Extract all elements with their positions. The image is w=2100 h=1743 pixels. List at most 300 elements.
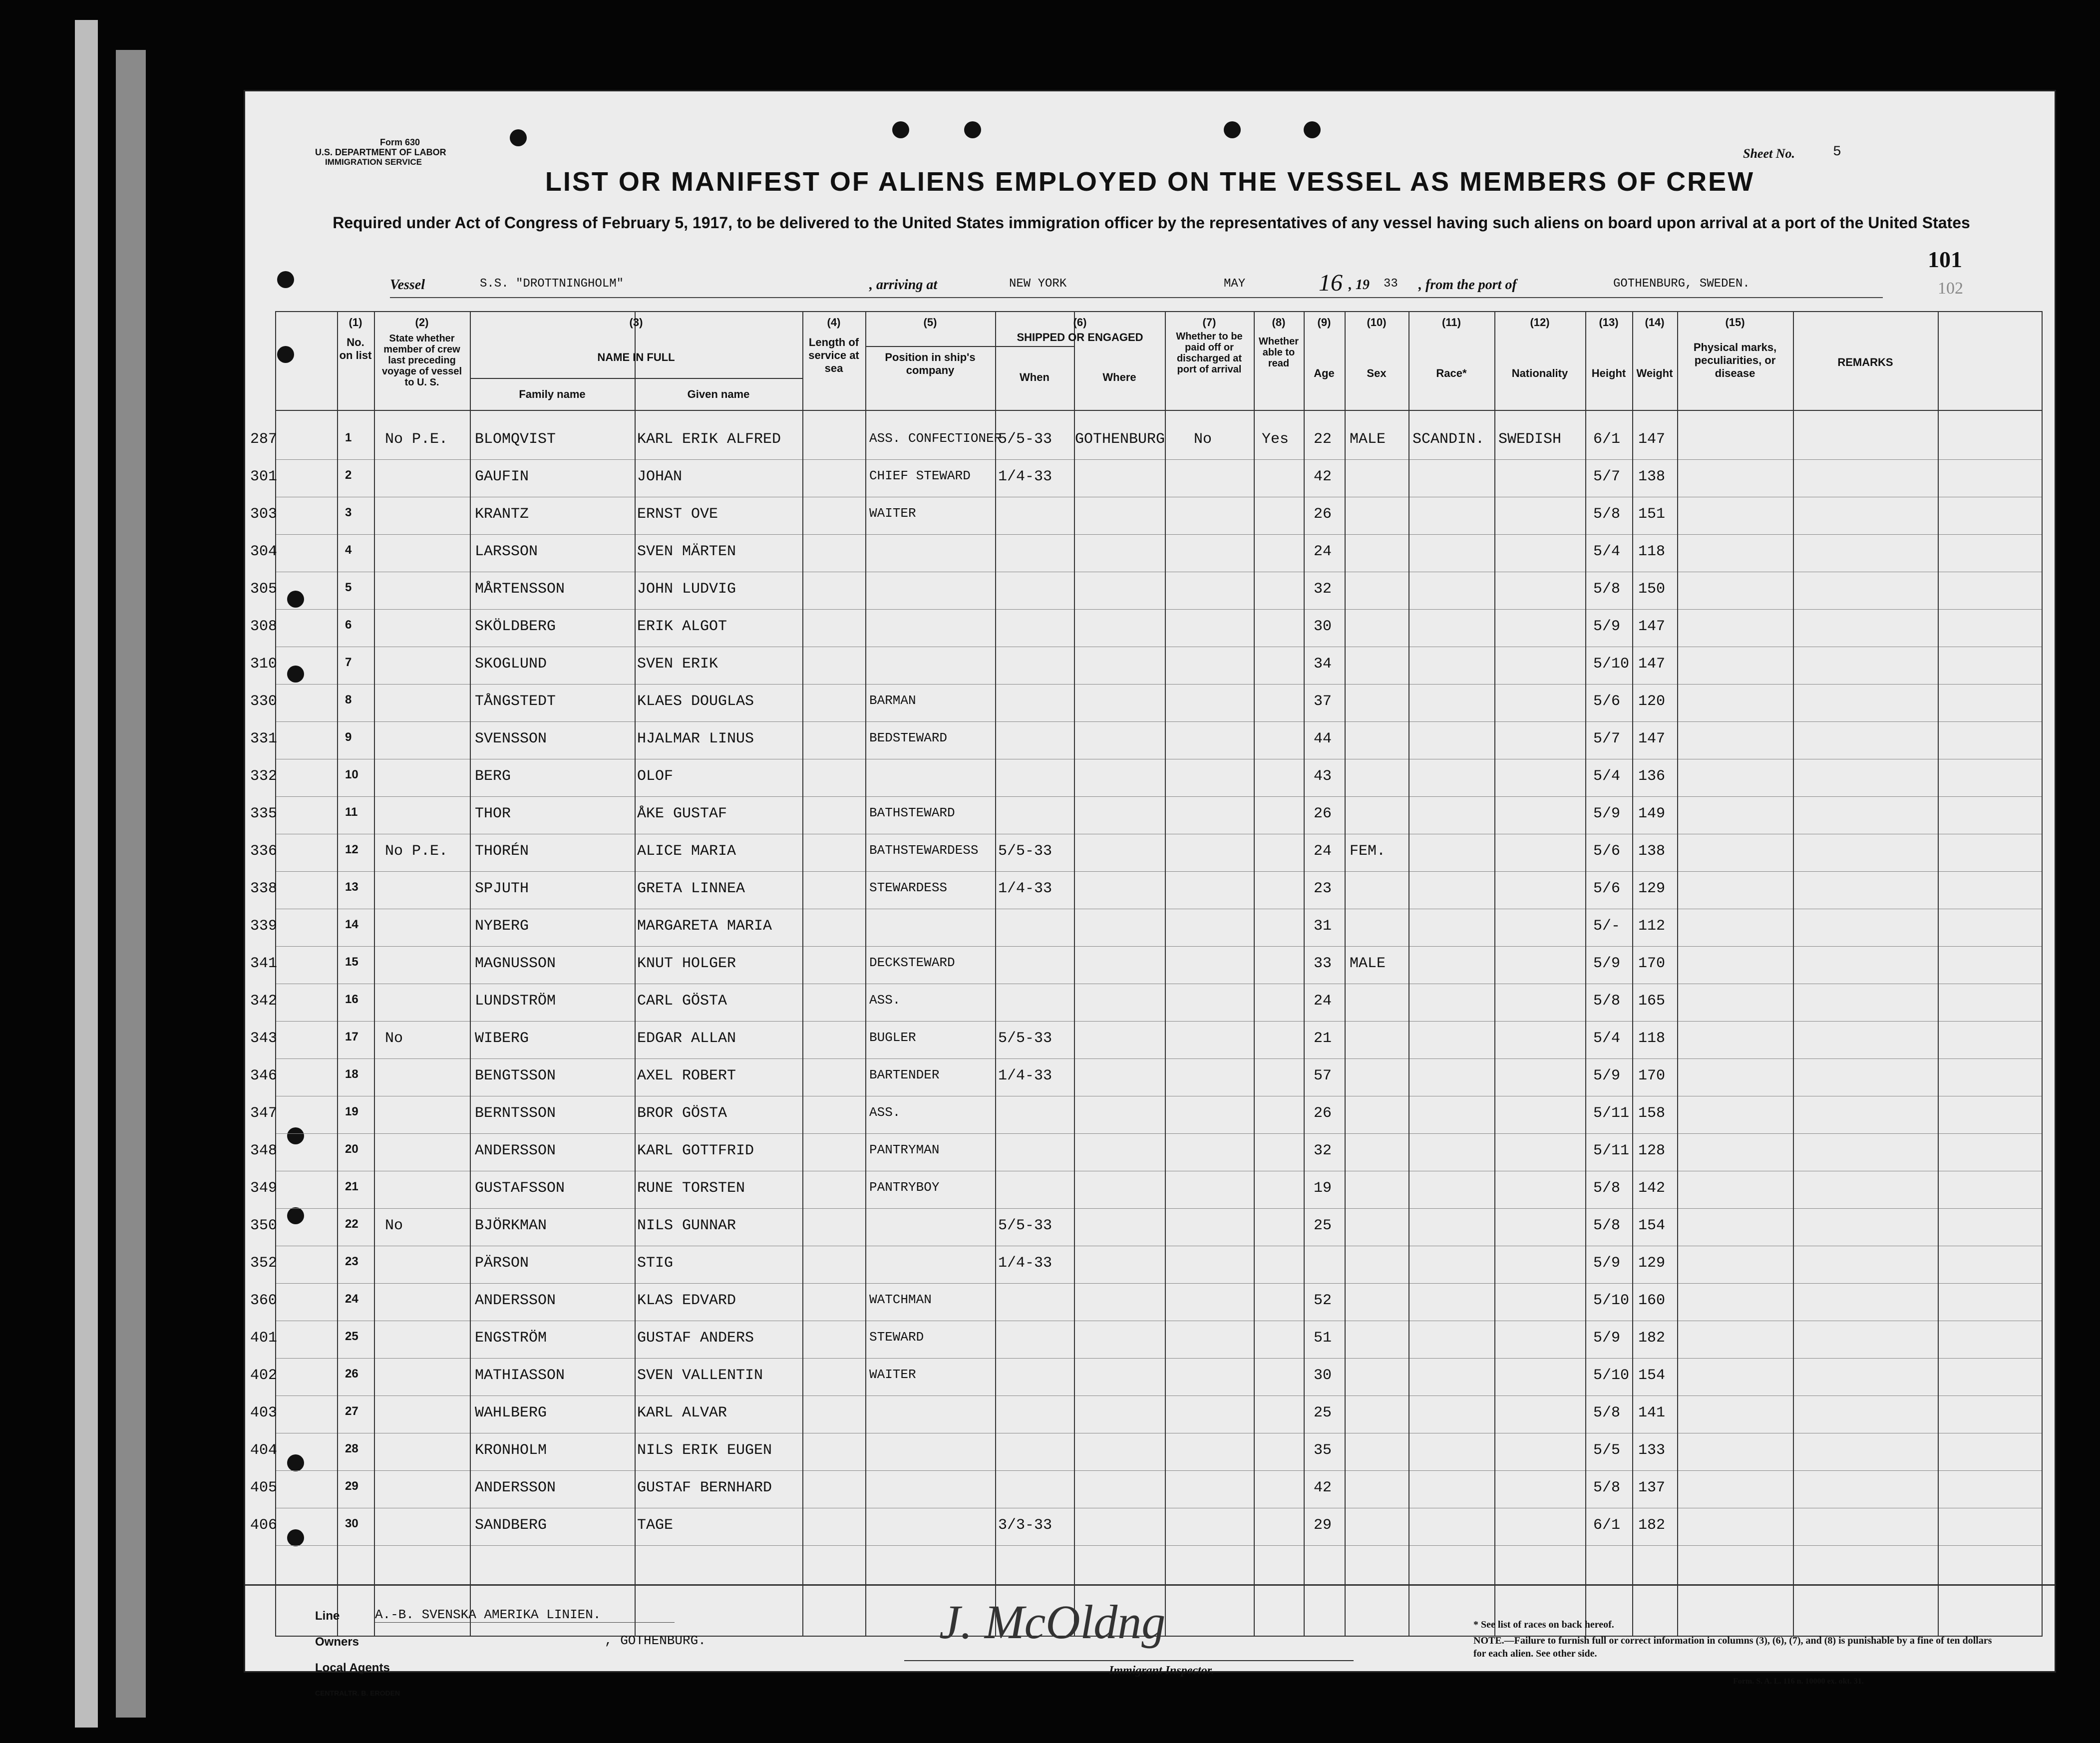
row-3-position: WAITER xyxy=(869,506,916,521)
row-16-margin-number: 342 xyxy=(250,993,278,1010)
row-21-weight: 142 xyxy=(1638,1180,1666,1197)
row-2-family-name: GAUFIN xyxy=(475,468,529,485)
row-27-weight: 141 xyxy=(1638,1404,1666,1421)
row-18-height: 5/9 xyxy=(1593,1067,1621,1084)
row-30-margin-number: 406 xyxy=(250,1517,278,1534)
row-21-age: 19 xyxy=(1314,1180,1332,1197)
row-18-age: 57 xyxy=(1314,1067,1332,1084)
row-23-shipped-when: 1/4-33 xyxy=(998,1255,1052,1272)
col-13-header: Height xyxy=(1591,367,1626,379)
row-3-age: 26 xyxy=(1314,506,1332,523)
footer-rule xyxy=(245,1584,2055,1586)
row-7-height: 5/10 xyxy=(1593,656,1630,673)
row-2-position: CHIEF STEWARD xyxy=(869,468,971,483)
punch-hole xyxy=(510,129,527,146)
col-2-header: State whether member of crew last preceding voyage of vessel to U. S. xyxy=(381,333,462,388)
punch-hole xyxy=(1304,121,1321,138)
row-18-position: BARTENDER xyxy=(869,1067,940,1082)
row-15-weight: 170 xyxy=(1638,955,1666,972)
col-1-header: No. on list xyxy=(339,336,372,361)
row-20-list-number: 20 xyxy=(345,1142,358,1156)
row-20-family-name: ANDERSSON xyxy=(475,1142,556,1159)
row-rule xyxy=(276,534,2042,535)
row-22-weight: 154 xyxy=(1638,1217,1666,1234)
arrival-year: 33 xyxy=(1384,277,1398,291)
row-8-position: BARMAN xyxy=(869,693,916,708)
row-26-weight: 154 xyxy=(1638,1367,1666,1384)
inspector-signature: J. McOldng xyxy=(939,1595,1166,1649)
row-rule xyxy=(276,1358,2042,1359)
row-3-family-name: KRANTZ xyxy=(475,506,529,523)
row-26-family-name: MATHIASSON xyxy=(475,1367,565,1384)
col-9-number: (9) xyxy=(1317,316,1331,329)
row-23-family-name: PÄRSON xyxy=(475,1255,529,1272)
row-rule xyxy=(276,796,2042,797)
row-11-age: 26 xyxy=(1314,805,1332,822)
row-30-shipped-when: 3/3-33 xyxy=(998,1517,1052,1534)
row-22-shipped-when: 5/5-33 xyxy=(998,1217,1052,1234)
page-number-faint: 102 xyxy=(1938,279,1963,298)
row-12-shipped-when: 5/5-33 xyxy=(998,843,1052,860)
vessel-name: S.S. "DROTTNINGHOLM" xyxy=(480,277,624,291)
row-2-height: 5/7 xyxy=(1593,468,1621,485)
row-19-weight: 158 xyxy=(1638,1105,1666,1122)
row-1-race: SCANDIN. xyxy=(1412,431,1485,448)
row-8-weight: 120 xyxy=(1638,693,1666,710)
row-16-family-name: LUNDSTRÖM xyxy=(475,993,556,1010)
row-22-margin-number: 350 xyxy=(250,1217,278,1234)
row-10-height: 5/4 xyxy=(1593,768,1621,785)
row-22-last-voyage: No xyxy=(385,1217,403,1234)
row-11-weight: 149 xyxy=(1638,805,1666,822)
row-18-weight: 170 xyxy=(1638,1067,1666,1084)
row-7-family-name: SKOGLUND xyxy=(475,656,547,673)
col-15-header: Physical marks, peculiarities, or disease xyxy=(1693,341,1777,379)
row-10-family-name: BERG xyxy=(475,768,511,785)
row-17-last-voyage: No xyxy=(385,1030,403,1047)
row-1-given-name: KARL ERIK ALFRED xyxy=(637,431,781,448)
row-19-list-number: 19 xyxy=(345,1105,358,1118)
row-1-position: ASS. CONFECTIONER xyxy=(869,431,1002,446)
arrival-port: NEW YORK xyxy=(1009,277,1067,291)
row-21-margin-number: 349 xyxy=(250,1180,278,1197)
row-28-list-number: 28 xyxy=(345,1442,358,1455)
row-25-given-name: GUSTAF ANDERS xyxy=(637,1330,754,1347)
row-12-family-name: THORÉN xyxy=(475,843,529,860)
row-8-height: 5/6 xyxy=(1593,693,1621,710)
row-9-margin-number: 331 xyxy=(250,730,278,747)
note-fine: NOTE.—Failure to furnish full or correct information in columns (3), (6), (7), and (8) is punishable by a fine of ten dollars for each alien. See other side. xyxy=(1473,1635,1992,1659)
crew-table xyxy=(275,311,2043,1637)
row-10-list-number: 10 xyxy=(345,768,358,781)
form-code: Form. S. A. L. 116 n. 10000 ex. okt. 31. xyxy=(1733,1677,1864,1686)
row-5-list-number: 5 xyxy=(345,581,352,594)
row-19-height: 5/11 xyxy=(1593,1105,1630,1122)
row-24-age: 52 xyxy=(1314,1292,1332,1309)
row-1-list-number: 1 xyxy=(345,431,352,444)
row-20-height: 5/11 xyxy=(1593,1142,1630,1159)
vessel-label: Vessel xyxy=(390,277,425,293)
row-rule xyxy=(276,721,2042,722)
row-26-height: 5/10 xyxy=(1593,1367,1630,1384)
row-rule xyxy=(276,871,2042,872)
col-8-number: (8) xyxy=(1272,316,1286,329)
row-3-given-name: ERNST OVE xyxy=(637,506,718,523)
row-rule xyxy=(276,946,2042,947)
row-14-weight: 112 xyxy=(1638,918,1666,935)
row-9-family-name: SVENSSON xyxy=(475,730,547,747)
agents-label: Local Agents xyxy=(315,1661,390,1675)
row-16-height: 5/8 xyxy=(1593,993,1621,1010)
row-27-margin-number: 403 xyxy=(250,1404,278,1421)
col-14-header: Weight xyxy=(1636,367,1673,379)
row-4-height: 5/4 xyxy=(1593,543,1621,560)
row-22-given-name: NILS GUNNAR xyxy=(637,1217,736,1234)
department: U.S. DEPARTMENT OF LABOR xyxy=(315,147,446,157)
col-3b-header: Given name xyxy=(687,388,750,400)
row-10-age: 43 xyxy=(1314,768,1332,785)
row-1-sex: MALE xyxy=(1350,431,1386,448)
row-9-position: BEDSTEWARD xyxy=(869,730,948,745)
row-16-given-name: CARL GÖSTA xyxy=(637,993,727,1010)
row-13-given-name: GRETA LINNEA xyxy=(637,880,745,897)
row-5-height: 5/8 xyxy=(1593,581,1621,598)
row-8-family-name: TÅNGSTEDT xyxy=(475,693,556,710)
row-29-given-name: GUSTAF BERNHARD xyxy=(637,1479,772,1496)
row-13-margin-number: 338 xyxy=(250,880,278,897)
row-2-weight: 138 xyxy=(1638,468,1666,485)
row-2-margin-number: 301 xyxy=(250,468,278,485)
row-rule xyxy=(276,1058,2042,1059)
col-6b-header: Where xyxy=(1102,371,1136,383)
punch-hole xyxy=(1224,121,1241,138)
col-7-header: Whether to be paid off or discharged at port of arrival xyxy=(1176,331,1243,375)
row-26-position: WAITER xyxy=(869,1367,916,1382)
page-subtitle: Required under Act of Congress of February 5, 1917, to be delivered to the United States immigration officer by the representatives of any vessel having such aliens on board upon arrival at a port of the United States xyxy=(333,214,1970,232)
col-5-number: (5) xyxy=(923,316,937,329)
col-3-number: (3) xyxy=(629,316,643,329)
row-30-given-name: TAGE xyxy=(637,1517,674,1534)
row-13-age: 23 xyxy=(1314,880,1332,897)
row-24-height: 5/10 xyxy=(1593,1292,1630,1309)
row-29-height: 5/8 xyxy=(1593,1479,1621,1496)
row-25-age: 51 xyxy=(1314,1330,1332,1347)
row-25-family-name: ENGSTRÖM xyxy=(475,1330,547,1347)
film-edge-left xyxy=(75,20,98,1728)
row-13-family-name: SPJUTH xyxy=(475,880,529,897)
row-7-list-number: 7 xyxy=(345,656,352,669)
row-25-margin-number: 401 xyxy=(250,1330,278,1347)
row-9-given-name: HJALMAR LINUS xyxy=(637,730,754,747)
row-17-height: 5/4 xyxy=(1593,1030,1621,1047)
row-1-shipped-when: 5/5-33 xyxy=(998,431,1052,448)
col-9-header: Age xyxy=(1314,367,1335,379)
row-7-margin-number: 310 xyxy=(250,656,278,673)
row-19-given-name: BROR GÖSTA xyxy=(637,1105,727,1122)
row-23-margin-number: 352 xyxy=(250,1255,278,1272)
row-24-list-number: 24 xyxy=(345,1292,358,1306)
row-30-weight: 182 xyxy=(1638,1517,1666,1534)
row-2-list-number: 2 xyxy=(345,468,352,482)
row-14-given-name: MARGARETA MARIA xyxy=(637,918,772,935)
row-9-weight: 147 xyxy=(1638,730,1666,747)
row-12-age: 24 xyxy=(1314,843,1332,860)
col-12-number: (12) xyxy=(1530,316,1550,329)
arriving-label: , arriving at xyxy=(869,277,938,293)
row-17-shipped-when: 5/5-33 xyxy=(998,1030,1052,1047)
arrival-day: 16 xyxy=(1319,270,1343,296)
row-4-family-name: LARSSON xyxy=(475,543,538,560)
col-1-number: (1) xyxy=(349,316,362,329)
row-24-given-name: KLAS EDVARD xyxy=(637,1292,736,1309)
row-20-margin-number: 348 xyxy=(250,1142,278,1159)
row-rule xyxy=(276,1545,2042,1546)
row-7-given-name: SVEN ERIK xyxy=(637,656,718,673)
row-24-weight: 160 xyxy=(1638,1292,1666,1309)
row-17-weight: 118 xyxy=(1638,1030,1666,1047)
row-29-margin-number: 405 xyxy=(250,1479,278,1496)
col-5-header: Position in ship's company xyxy=(885,351,976,376)
inspector-label: Immigrant Inspector. xyxy=(1109,1664,1214,1677)
row-12-height: 5/6 xyxy=(1593,843,1621,860)
row-30-age: 29 xyxy=(1314,1517,1332,1534)
col-10-header: Sex xyxy=(1367,367,1387,379)
row-15-margin-number: 341 xyxy=(250,955,278,972)
row-1-paid-off: No xyxy=(1194,431,1212,448)
row-25-list-number: 25 xyxy=(345,1330,358,1343)
row-14-list-number: 14 xyxy=(345,918,358,931)
col-6-number: (6) xyxy=(1073,316,1087,329)
row-15-given-name: KNUT HOLGER xyxy=(637,955,736,972)
row-18-family-name: BENGTSSON xyxy=(475,1067,556,1084)
row-5-margin-number: 305 xyxy=(250,581,278,598)
row-27-age: 25 xyxy=(1314,1404,1332,1421)
row-5-weight: 150 xyxy=(1638,581,1666,598)
sheet-number: 5 xyxy=(1833,144,1841,160)
sheet-label: Sheet No. xyxy=(1743,146,1795,161)
owners-label: Owners xyxy=(315,1635,359,1649)
row-19-age: 26 xyxy=(1314,1105,1332,1122)
col-6a-header: When xyxy=(1020,371,1050,383)
row-14-margin-number: 339 xyxy=(250,918,278,935)
row-23-weight: 129 xyxy=(1638,1255,1666,1272)
row-11-family-name: THOR xyxy=(475,805,511,822)
row-17-margin-number: 343 xyxy=(250,1030,278,1047)
row-26-list-number: 26 xyxy=(345,1367,358,1381)
row-15-family-name: MAGNUSSON xyxy=(475,955,556,972)
row-6-weight: 147 xyxy=(1638,618,1666,635)
row-26-given-name: SVEN VALLENTIN xyxy=(637,1367,763,1384)
row-4-weight: 118 xyxy=(1638,543,1666,560)
col-3-header: NAME IN FULL xyxy=(597,351,675,363)
row-6-list-number: 6 xyxy=(345,618,352,632)
row-1-margin-number: 287 xyxy=(250,431,278,448)
row-24-margin-number: 360 xyxy=(250,1292,278,1309)
row-27-given-name: KARL ALVAR xyxy=(637,1404,727,1421)
row-13-position: STEWARDESS xyxy=(869,880,948,895)
row-30-family-name: SANDBERG xyxy=(475,1517,547,1534)
row-12-position: BATHSTEWARDESS xyxy=(869,843,979,858)
row-20-weight: 128 xyxy=(1638,1142,1666,1159)
row-6-margin-number: 308 xyxy=(250,618,278,635)
col-13-number: (13) xyxy=(1599,316,1619,329)
row-17-list-number: 17 xyxy=(345,1030,358,1044)
row-11-margin-number: 335 xyxy=(250,805,278,822)
row-21-height: 5/8 xyxy=(1593,1180,1621,1197)
row-13-weight: 129 xyxy=(1638,880,1666,897)
row-3-weight: 151 xyxy=(1638,506,1666,523)
header-rule xyxy=(276,410,2042,411)
row-28-height: 5/5 xyxy=(1593,1442,1621,1459)
col-10-number: (10) xyxy=(1367,316,1387,329)
row-4-given-name: SVEN MÄRTEN xyxy=(637,543,736,560)
row-18-shipped-when: 1/4-33 xyxy=(998,1067,1052,1084)
row-12-sex: FEM. xyxy=(1350,843,1386,860)
row-16-weight: 165 xyxy=(1638,993,1666,1010)
row-23-list-number: 23 xyxy=(345,1255,358,1268)
row-29-age: 42 xyxy=(1314,1479,1332,1496)
row-1-shipped-where: GOTHENBURG xyxy=(1075,431,1165,448)
printer-mark: CENTRALTR. B. ERODEN xyxy=(315,1689,400,1697)
col-11-number: (11) xyxy=(1442,316,1461,329)
row-6-family-name: SKÖLDBERG xyxy=(475,618,556,635)
row-26-margin-number: 402 xyxy=(250,1367,278,1384)
row-20-position: PANTRYMAN xyxy=(869,1142,940,1157)
punch-hole xyxy=(277,271,294,288)
row-6-age: 30 xyxy=(1314,618,1332,635)
row-1-able-to-read: Yes xyxy=(1262,431,1289,448)
row-10-given-name: OLOF xyxy=(637,768,674,785)
row-7-weight: 147 xyxy=(1638,656,1666,673)
row-5-given-name: JOHN LUDVIG xyxy=(637,581,736,598)
row-15-height: 5/9 xyxy=(1593,955,1621,972)
row-28-family-name: KRONHOLM xyxy=(475,1442,547,1459)
row-rule xyxy=(276,1470,2042,1471)
row-8-age: 37 xyxy=(1314,693,1332,710)
row-rule xyxy=(276,1395,2042,1396)
row-12-margin-number: 336 xyxy=(250,843,278,860)
from-label: , from the port of xyxy=(1418,277,1517,293)
col-15-number: (15) xyxy=(1725,316,1745,329)
row-27-family-name: WAHLBERG xyxy=(475,1404,547,1421)
page-number: 101 xyxy=(1928,247,1962,272)
row-15-position: DECKSTEWARD xyxy=(869,955,955,970)
form-number: Form 630 xyxy=(380,137,420,147)
row-14-age: 31 xyxy=(1314,918,1332,935)
row-28-margin-number: 404 xyxy=(250,1442,278,1459)
col-8-header: Whether able to read xyxy=(1259,336,1299,369)
row-rule xyxy=(276,459,2042,460)
row-11-list-number: 11 xyxy=(345,805,358,819)
row-22-list-number: 22 xyxy=(345,1217,358,1231)
row-2-shipped-when: 1/4-33 xyxy=(998,468,1052,485)
row-12-list-number: 12 xyxy=(345,843,358,856)
row-26-age: 30 xyxy=(1314,1367,1332,1384)
row-19-family-name: BERNTSSON xyxy=(475,1105,556,1122)
note-races: * See list of races on back hereof. xyxy=(1473,1619,1614,1630)
row-6-height: 5/9 xyxy=(1593,618,1621,635)
row-12-weight: 138 xyxy=(1638,843,1666,860)
row-25-position: STEWARD xyxy=(869,1330,924,1345)
row-23-height: 5/9 xyxy=(1593,1255,1621,1272)
row-11-height: 5/9 xyxy=(1593,805,1621,822)
row-28-given-name: NILS ERIK EUGEN xyxy=(637,1442,772,1459)
from-port: GOTHENBURG, SWEDEN. xyxy=(1613,277,1750,291)
row-9-list-number: 9 xyxy=(345,730,352,744)
row-4-age: 24 xyxy=(1314,543,1332,560)
row-29-list-number: 29 xyxy=(345,1479,358,1493)
row-18-margin-number: 346 xyxy=(250,1067,278,1084)
row-9-height: 5/7 xyxy=(1593,730,1621,747)
col-3a-header: Family name xyxy=(519,388,586,400)
row-14-family-name: NYBERG xyxy=(475,918,529,935)
service: IMMIGRATION SERVICE xyxy=(325,157,422,167)
row-5-age: 32 xyxy=(1314,581,1332,598)
row-16-list-number: 16 xyxy=(345,993,358,1006)
row-rule xyxy=(276,1208,2042,1209)
row-4-list-number: 4 xyxy=(345,543,352,557)
arrival-month: MAY xyxy=(1224,277,1246,291)
row-24-family-name: ANDERSSON xyxy=(475,1292,556,1309)
year-label: , 19 xyxy=(1349,277,1370,293)
row-30-height: 6/1 xyxy=(1593,1517,1621,1534)
row-25-weight: 182 xyxy=(1638,1330,1666,1347)
col-12-header: Nationality xyxy=(1511,367,1568,379)
col-14-number: (14) xyxy=(1645,316,1665,329)
row-21-given-name: RUNE TORSTEN xyxy=(637,1180,745,1197)
line-value: A.-B. SVENSKA AMERIKA LINIEN. xyxy=(375,1607,675,1623)
row-8-list-number: 8 xyxy=(345,693,352,706)
punch-hole xyxy=(892,121,909,138)
row-13-list-number: 13 xyxy=(345,880,358,894)
row-11-position: BATHSTEWARD xyxy=(869,805,955,820)
row-24-position: WATCHMAN xyxy=(869,1292,932,1307)
row-8-margin-number: 330 xyxy=(250,693,278,710)
row-22-height: 5/8 xyxy=(1593,1217,1621,1234)
col-11-header: Race* xyxy=(1436,367,1467,379)
col-6-header: SHIPPED OR ENGAGED xyxy=(1017,331,1143,344)
row-12-given-name: ALICE MARIA xyxy=(637,843,736,860)
row-22-family-name: BJÖRKMAN xyxy=(475,1217,547,1234)
row-22-age: 25 xyxy=(1314,1217,1332,1234)
film-edge-left-inner xyxy=(116,50,146,1718)
signature-rule xyxy=(904,1660,1354,1661)
row-8-given-name: KLAES DOUGLAS xyxy=(637,693,754,710)
row-21-family-name: GUSTAFSSON xyxy=(475,1180,565,1197)
row-21-position: PANTRYBOY xyxy=(869,1180,940,1195)
punch-hole xyxy=(964,121,981,138)
row-2-given-name: JOHAN xyxy=(637,468,683,485)
row-16-age: 24 xyxy=(1314,993,1332,1010)
row-1-nationality: SWEDISH xyxy=(1498,431,1562,448)
row-1-weight: 147 xyxy=(1638,431,1666,448)
row-19-margin-number: 347 xyxy=(250,1105,278,1122)
row-7-age: 34 xyxy=(1314,656,1332,673)
row-19-position: ASS. xyxy=(869,1105,901,1120)
row-5-family-name: MÅRTENSSON xyxy=(475,581,565,598)
row-29-family-name: ANDERSSON xyxy=(475,1479,556,1496)
row-3-margin-number: 303 xyxy=(250,506,278,523)
row-15-sex: MALE xyxy=(1350,955,1386,972)
row-30-list-number: 30 xyxy=(345,1517,358,1530)
row-3-list-number: 3 xyxy=(345,506,352,519)
row-18-list-number: 18 xyxy=(345,1067,358,1081)
row-1-last-voyage: No P.E. xyxy=(385,431,448,448)
row-1-height: 6/1 xyxy=(1593,431,1621,448)
row-12-last-voyage: No P.E. xyxy=(385,843,448,860)
row-29-weight: 137 xyxy=(1638,1479,1666,1496)
row-rule xyxy=(276,1283,2042,1284)
